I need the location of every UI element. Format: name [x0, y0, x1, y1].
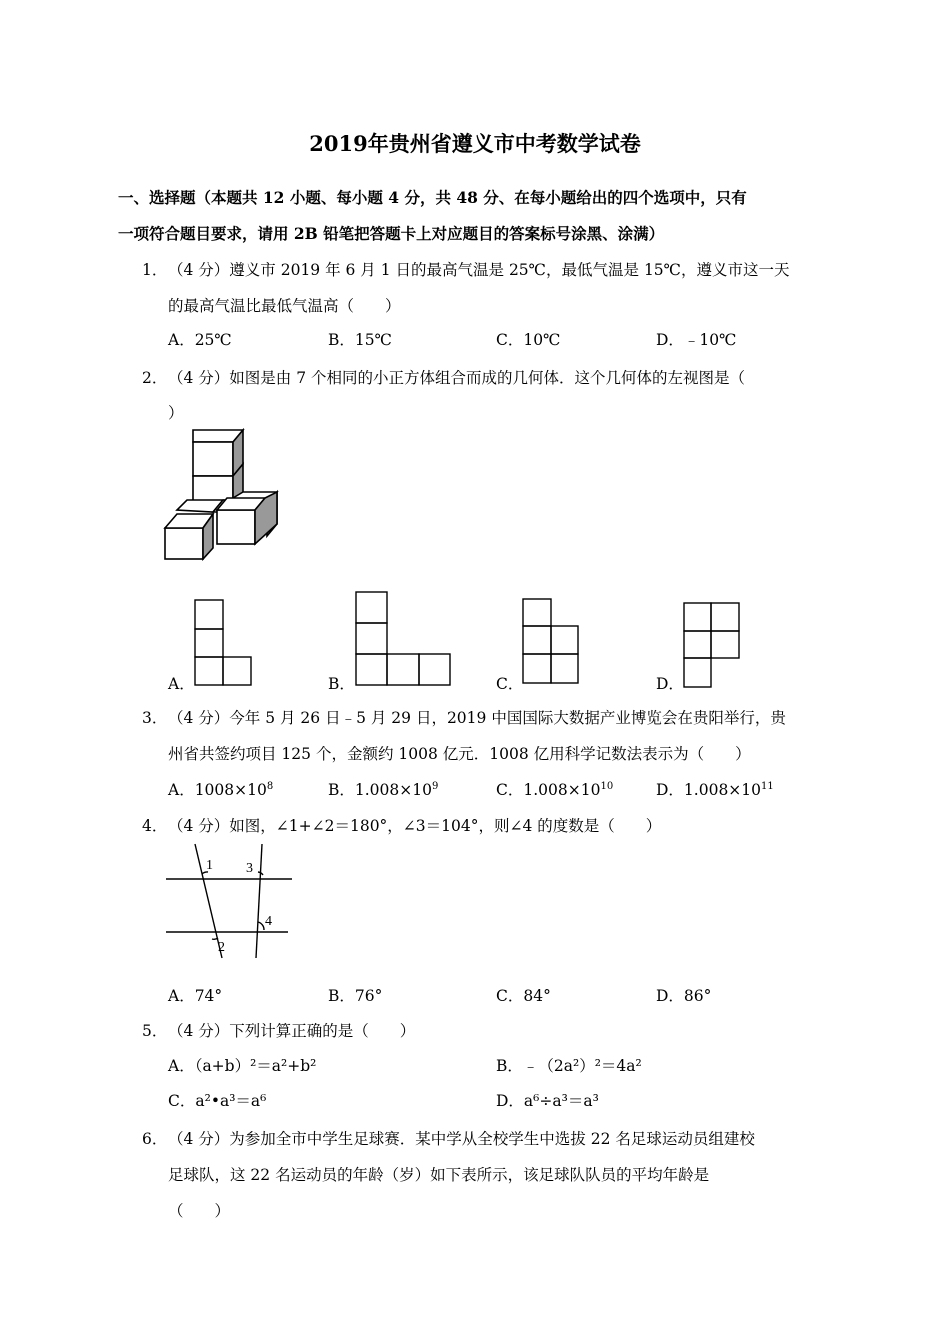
option-b[interactable]: B．15℃ [328, 331, 392, 349]
option-b[interactable]: B．$1.008\times 10^9$ [328, 780, 439, 799]
angle-label-1: 1 [206, 858, 213, 873]
option-c[interactable]: C．$1.008\times 10^{10}$ [496, 780, 614, 799]
option-c[interactable]: C．a²•a³＝a⁶ [168, 1092, 267, 1110]
option-b[interactable]: B．76° [328, 987, 383, 1005]
option-a[interactable]: A．25℃ [168, 331, 232, 349]
question-text: （4 分）为参加全市中学生足球赛．某中学从全校学生中选拔 22 名足球运动员组建校 [168, 1130, 755, 1148]
question-number: 4． [142, 817, 168, 835]
angle-label-2: 2 [218, 940, 225, 955]
question-text: （4 分）如图，∠1+∠2＝180°，∠3＝104°，则∠4 的度数是（ ） [168, 817, 662, 835]
question-text: ） [168, 404, 184, 422]
question-number: 6． [142, 1130, 168, 1148]
question-text: 州省共签约项目 125 个，金额约 1008 亿元．1008 亿用科学记数法表示为（ ） [168, 745, 751, 763]
angle-figure [162, 842, 294, 962]
question-number: 3． [142, 709, 168, 727]
question-text: 的最高气温比最低气温高（ ） [168, 297, 401, 315]
option-c[interactable]: C． [496, 675, 524, 693]
option-a[interactable]: A． [168, 675, 195, 693]
question-text: （4 分）今年 5 月 26 日﹣5 月 29 日，2019 中国国际大数据产业博览会在贵阳举行，贵 [168, 709, 786, 727]
section-heading-line1: 一、选择题（本题共 12 小题、每小题 4 分，共 48 分、在每小题给出的四个选项中，只有 [118, 188, 747, 207]
question-text: （ ） [168, 1202, 231, 1220]
option-d[interactable]: D．86° [656, 987, 712, 1005]
option-a[interactable]: A．$1008\times 10^8$ [168, 780, 274, 799]
option-c[interactable]: C．10℃ [496, 331, 561, 349]
question-text: 足球队，这 22 名运动员的年龄（岁）如下表所示，该足球队队员的平均年龄是 [168, 1166, 710, 1184]
option-d[interactable]: D．﹣10℃ [656, 331, 737, 349]
cube-solid-figure [160, 428, 285, 563]
angle-label-3: 3 [246, 861, 253, 876]
option-b[interactable]: B． [328, 675, 355, 693]
page-title: 2019年贵州省遵义市中考数学试卷 [309, 131, 641, 156]
option-d[interactable]: D． [656, 675, 684, 693]
question-text: （4 分）如图是由 7 个相同的小正方体组合而成的几何体．这个几何体的左视图是（ [168, 369, 746, 387]
option-c-figure [522, 598, 580, 686]
question-text: （4 分）遵义市 2019 年 6 月 1 日的最高气温是 25℃，最低气温是 15℃，遵义市这一天 [168, 261, 790, 279]
option-d-figure [683, 602, 741, 690]
option-a-figure [194, 598, 252, 688]
option-d[interactable]: D．a⁶÷a³＝a³ [496, 1092, 599, 1110]
question-text: （4 分）下列计算正确的是（ ） [168, 1022, 416, 1040]
question-number: 2． [142, 369, 168, 387]
section-heading-line2: 一项符合题目要求，请用 2B 铅笔把答题卡上对应题目的答案标号涂黑、涂满） [118, 224, 665, 243]
angle-label-4: 4 [265, 914, 272, 929]
question-number: 1． [142, 261, 168, 279]
option-b-figure [355, 590, 453, 688]
option-b[interactable]: B．﹣（2a²）²＝4a² [496, 1057, 642, 1075]
option-a[interactable]: A．（a+b）²＝a²+b² [168, 1057, 317, 1075]
option-c[interactable]: C．84° [496, 987, 551, 1005]
option-d[interactable]: D．$1.008\times 10^{11}$ [656, 780, 774, 799]
option-a[interactable]: A．74° [168, 987, 223, 1005]
question-number: 5． [142, 1022, 168, 1040]
